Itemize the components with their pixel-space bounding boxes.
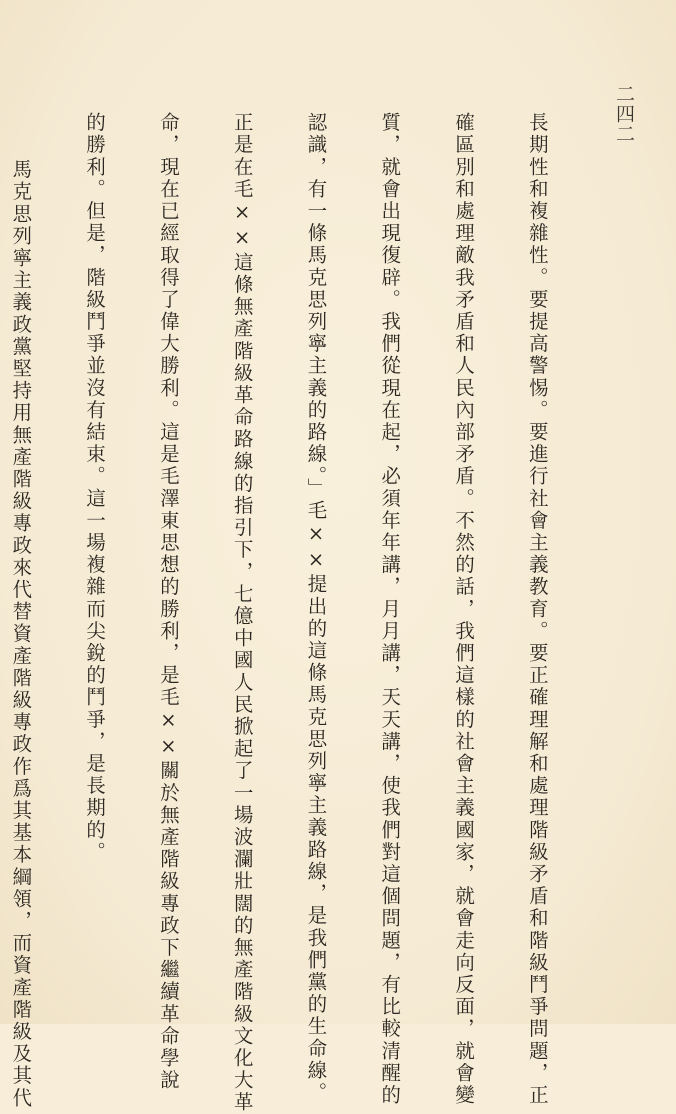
text-column: 命，現在已經取得了偉大勝利。這是毛澤東思想的勝利，是毛××關於無產階級專政下繼續革命學說 — [156, 112, 180, 1092]
paragraph-start-column: 馬克思列寧主義政黨堅持用無產階級專政來代替資產階級專政作爲其基本綱領，而資產階級及其代 — [9, 158, 33, 1109]
text-column: 正是在毛××這條無產階級革命路線的指引下，七億中國人民掀起了一場波瀾壯闊的無產階級文化大革 — [230, 112, 254, 1114]
text-column: 的勝利。但是，階級鬥爭並沒有結束。這一場複雜而尖銳的鬥爭，是長期的。 — [83, 112, 107, 864]
text-column: 確區別和處理敵我矛盾和人民內部矛盾。不然的話，我們這樣的社會主義國家，就會走向反面，就會變 — [452, 112, 476, 1107]
page-number: 二四二 — [613, 84, 635, 144]
text-column: 認識，有一條馬克思列寧主義的路線。」毛××提出的這條馬克思列寧主義路線，是我們黨的生命線。 — [304, 112, 328, 1104]
body-text — [9, 112, 598, 1114]
text-column: 長期性和複雜性。要提高警惕。要進行社會主義教育。要正確理解和處理階級矛盾和階級鬥爭問題，正 — [525, 112, 549, 1107]
text-column: 質，就會出現復辟。我們從現在起，必須年年講，月月講，天天講，使我們對這個問題，有比較清醒的 — [378, 112, 402, 1107]
